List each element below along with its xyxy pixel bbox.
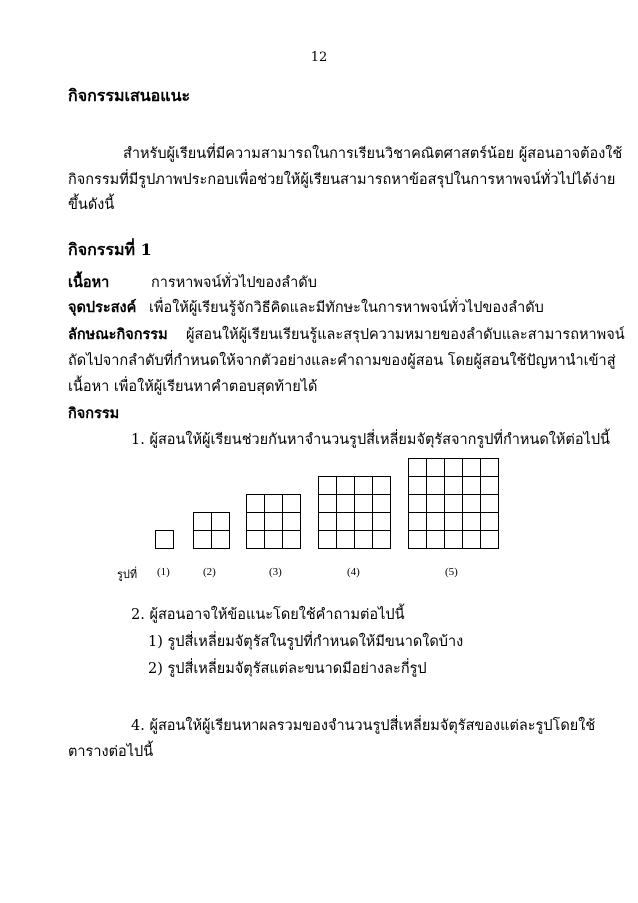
activity-label: กิจกรรม [68,405,120,422]
page-title: กิจกรรมเสนอแนะ [68,86,191,105]
grid-cell [462,512,481,531]
grid-cell [480,458,499,477]
figure-caption: (1) [157,566,170,578]
step-2: 2. ผู้สอนอาจให้ข้อแนะโดยใช้คำถามต่อไปนี้ [131,607,405,623]
grid-cell [155,530,174,549]
grid-cell [480,476,499,495]
figure-caption: (2) [203,566,216,578]
grid-cell [444,476,463,495]
grid-cell [354,476,373,495]
grid-cell [318,530,337,549]
nature-label: ลักษณะกิจกรรม [68,326,168,343]
figure-4 [318,476,390,548]
step-2-question-2: 2) รูปสี่เหลี่ยมจัตุรัสแต่ละขนาดมีอย่างละกี่รูป [148,661,427,677]
grid-cell [282,530,301,549]
grid-cell [336,512,355,531]
intro-line-1: สำหรับผู้เรียนที่มีความสามารถในการเรียนวิชาคณิตศาสตร์น้อย ผู้สอนอาจต้องใช้ [123,146,623,162]
intro-line-2: กิจกรรมที่มีรูปภาพประกอบเพื่อช่วยให้ผู้เรียนสามารถหาข้อสรุปในการหาพจน์ทั่วไปได้ง่าย [68,172,616,188]
grid-cell [264,530,283,549]
grid-cell [426,494,445,513]
grid-cell [282,512,301,531]
figure-1 [155,530,173,548]
grid-cell [408,512,427,531]
grid-cell [462,494,481,513]
grid-cell [444,494,463,513]
grid-cell [372,476,391,495]
grid-cell [264,512,283,531]
activity-heading: กิจกรรมที่ 1 [68,240,152,259]
grid-cell [426,512,445,531]
grid-cell [318,512,337,531]
nature-text-1: ผู้สอนให้ผู้เรียนเรียนรู้และสรุปความหมายของลำดับและสามารถหาพจน์ [186,327,625,343]
page-number: 12 [310,50,328,65]
intro-line-3: ขึ้นดังนี้ [68,197,115,213]
figure-5 [408,458,498,548]
figure-caption: (3) [269,566,282,578]
grid-cell [211,512,230,531]
grid-cell [372,530,391,549]
grid-cell [211,530,230,549]
grid-cell [462,530,481,549]
grid-cell [462,458,481,477]
grid-cell [336,476,355,495]
nature-text-3: เนื้อหา เพื่อให้ผู้เรียนหาคำตอบสุดท้ายได้ [68,379,318,395]
grid-cell [246,494,265,513]
grid-cell [462,476,481,495]
grid-cell [372,512,391,531]
content-label: เนื้อหา [68,274,110,291]
grid-cell [480,530,499,549]
grid-cell [246,530,265,549]
grid-cell [426,458,445,477]
figure-3 [246,494,300,548]
step-1: 1. ผู้สอนให้ผู้เรียนช่วยกันหาจำนวนรูปสี่เหลี่ยมจัตุรัสจากรูปที่กำหนดให้ต่อไปนี้ [131,432,610,448]
grid-cell [408,458,427,477]
grid-cell [480,494,499,513]
grid-cell [246,512,265,531]
figure-2 [193,512,229,548]
grid-cell [336,494,355,513]
content-text: การหาพจน์ทั่วไปของลำดับ [151,275,317,291]
grid-cell [264,494,283,513]
grid-cell [354,512,373,531]
grid-cell [408,476,427,495]
grid-cell [282,494,301,513]
grid-cell [408,494,427,513]
grid-cell [318,476,337,495]
objective-label: จุดประสงค์ [68,299,137,316]
grid-cell [426,476,445,495]
grid-cell [444,530,463,549]
grid-cell [354,530,373,549]
grid-cell [408,530,427,549]
grid-cell [354,494,373,513]
grid-cell [336,530,355,549]
grid-cell [318,494,337,513]
step-4-line-2: ตารางต่อไปนี้ [68,744,154,760]
grid-cell [426,530,445,549]
grid-cell [480,512,499,531]
grid-cell [193,530,212,549]
nature-text-2: ถัดไปจากลำดับที่กำหนดให้จากตัวอย่างและคำถามของผู้สอน โดยผู้สอนใช้ปัญหานำเข้าสู่ [68,353,616,369]
grid-cell [444,458,463,477]
grid-cell [193,512,212,531]
step-4-line-1: 4. ผู้สอนให้ผู้เรียนหาผลรวมของจำนวนรูปสี่เหลี่ยมจัตุรัสของแต่ละรูปโดยใช้ [131,718,596,734]
figure-caption: (4) [347,566,360,578]
step-2-question-1: 1) รูปสี่เหลี่ยมจัตุรัสในรูปที่กำหนดให้มีขนาดใดบ้าง [148,634,464,650]
figure-label: รูปที่ [117,569,138,581]
grid-cell [372,494,391,513]
grid-cell [444,512,463,531]
objective-text: เพื่อให้ผู้เรียนรู้จักวิธีคิดและมีทักษะในการหาพจน์ทั่วไปของลำดับ [149,300,544,316]
figure-caption: (5) [445,566,458,578]
